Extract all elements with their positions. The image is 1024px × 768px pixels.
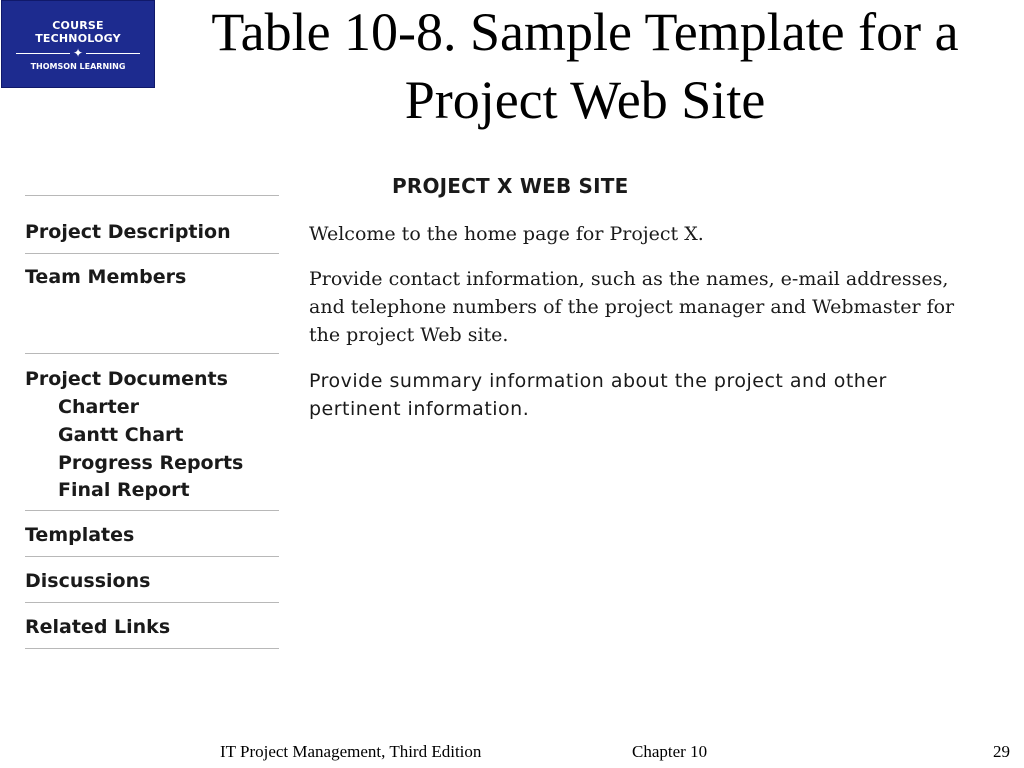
footer-book-title: IT Project Management, Third Edition — [220, 742, 482, 761]
nav-sub-progress-reports[interactable]: Progress Reports — [58, 452, 244, 474]
nav-project-description[interactable]: Project Description — [25, 221, 231, 243]
footer-chapter: Chapter 10 — [632, 742, 708, 761]
nav-divider — [25, 195, 279, 196]
nav-team-members[interactable]: Team Members — [25, 266, 187, 288]
team-info-line-1: Provide contact information, such as the names, e-mail addresses, — [309, 268, 949, 290]
nav-divider — [25, 510, 279, 511]
documents-info-line-1: Provide summary information about the project and other — [309, 370, 887, 392]
star-icon: ✦ — [73, 46, 84, 60]
nav-sub-charter[interactable]: Charter — [58, 396, 140, 418]
nav-divider — [25, 556, 279, 557]
nav-sub-final-report[interactable]: Final Report — [58, 479, 190, 501]
nav-project-documents[interactable]: Project Documents — [25, 368, 228, 390]
footer-page-number: 29 — [993, 742, 1010, 761]
slide-title-line-2: Project Web Site — [404, 70, 766, 130]
team-info-line-3: the project Web site. — [309, 324, 509, 346]
slide-title-line-1: Table 10-8. Sample Template for a — [211, 2, 959, 62]
logo-text-course: COURSE — [52, 19, 104, 32]
documents-info-line-2: pertinent information. — [309, 398, 530, 420]
nav-discussions[interactable]: Discussions — [25, 570, 151, 592]
nav-divider — [25, 648, 279, 649]
nav-divider — [25, 353, 279, 354]
welcome-text: Welcome to the home page for Project X. — [309, 223, 704, 245]
logo-rule-right — [86, 53, 140, 54]
logo-text-technology: TECHNOLOGY — [35, 32, 121, 45]
nav-related-links[interactable]: Related Links — [25, 616, 171, 638]
logo-star-divider — [2, 46, 154, 60]
website-heading: PROJECT X WEB SITE — [392, 174, 629, 198]
logo-text-thomson-learning: THOMSON LEARNING — [30, 62, 126, 71]
nav-templates[interactable]: Templates — [25, 524, 135, 546]
nav-divider — [25, 602, 279, 603]
team-info-line-2: and telephone numbers of the project manager and Webmaster for — [309, 296, 955, 318]
logo-rule-left — [16, 53, 70, 54]
nav-sub-gantt-chart[interactable]: Gantt Chart — [58, 424, 184, 446]
course-technology-logo — [1, 0, 155, 88]
nav-divider — [25, 253, 279, 254]
slide-title — [150, 0, 1020, 134]
